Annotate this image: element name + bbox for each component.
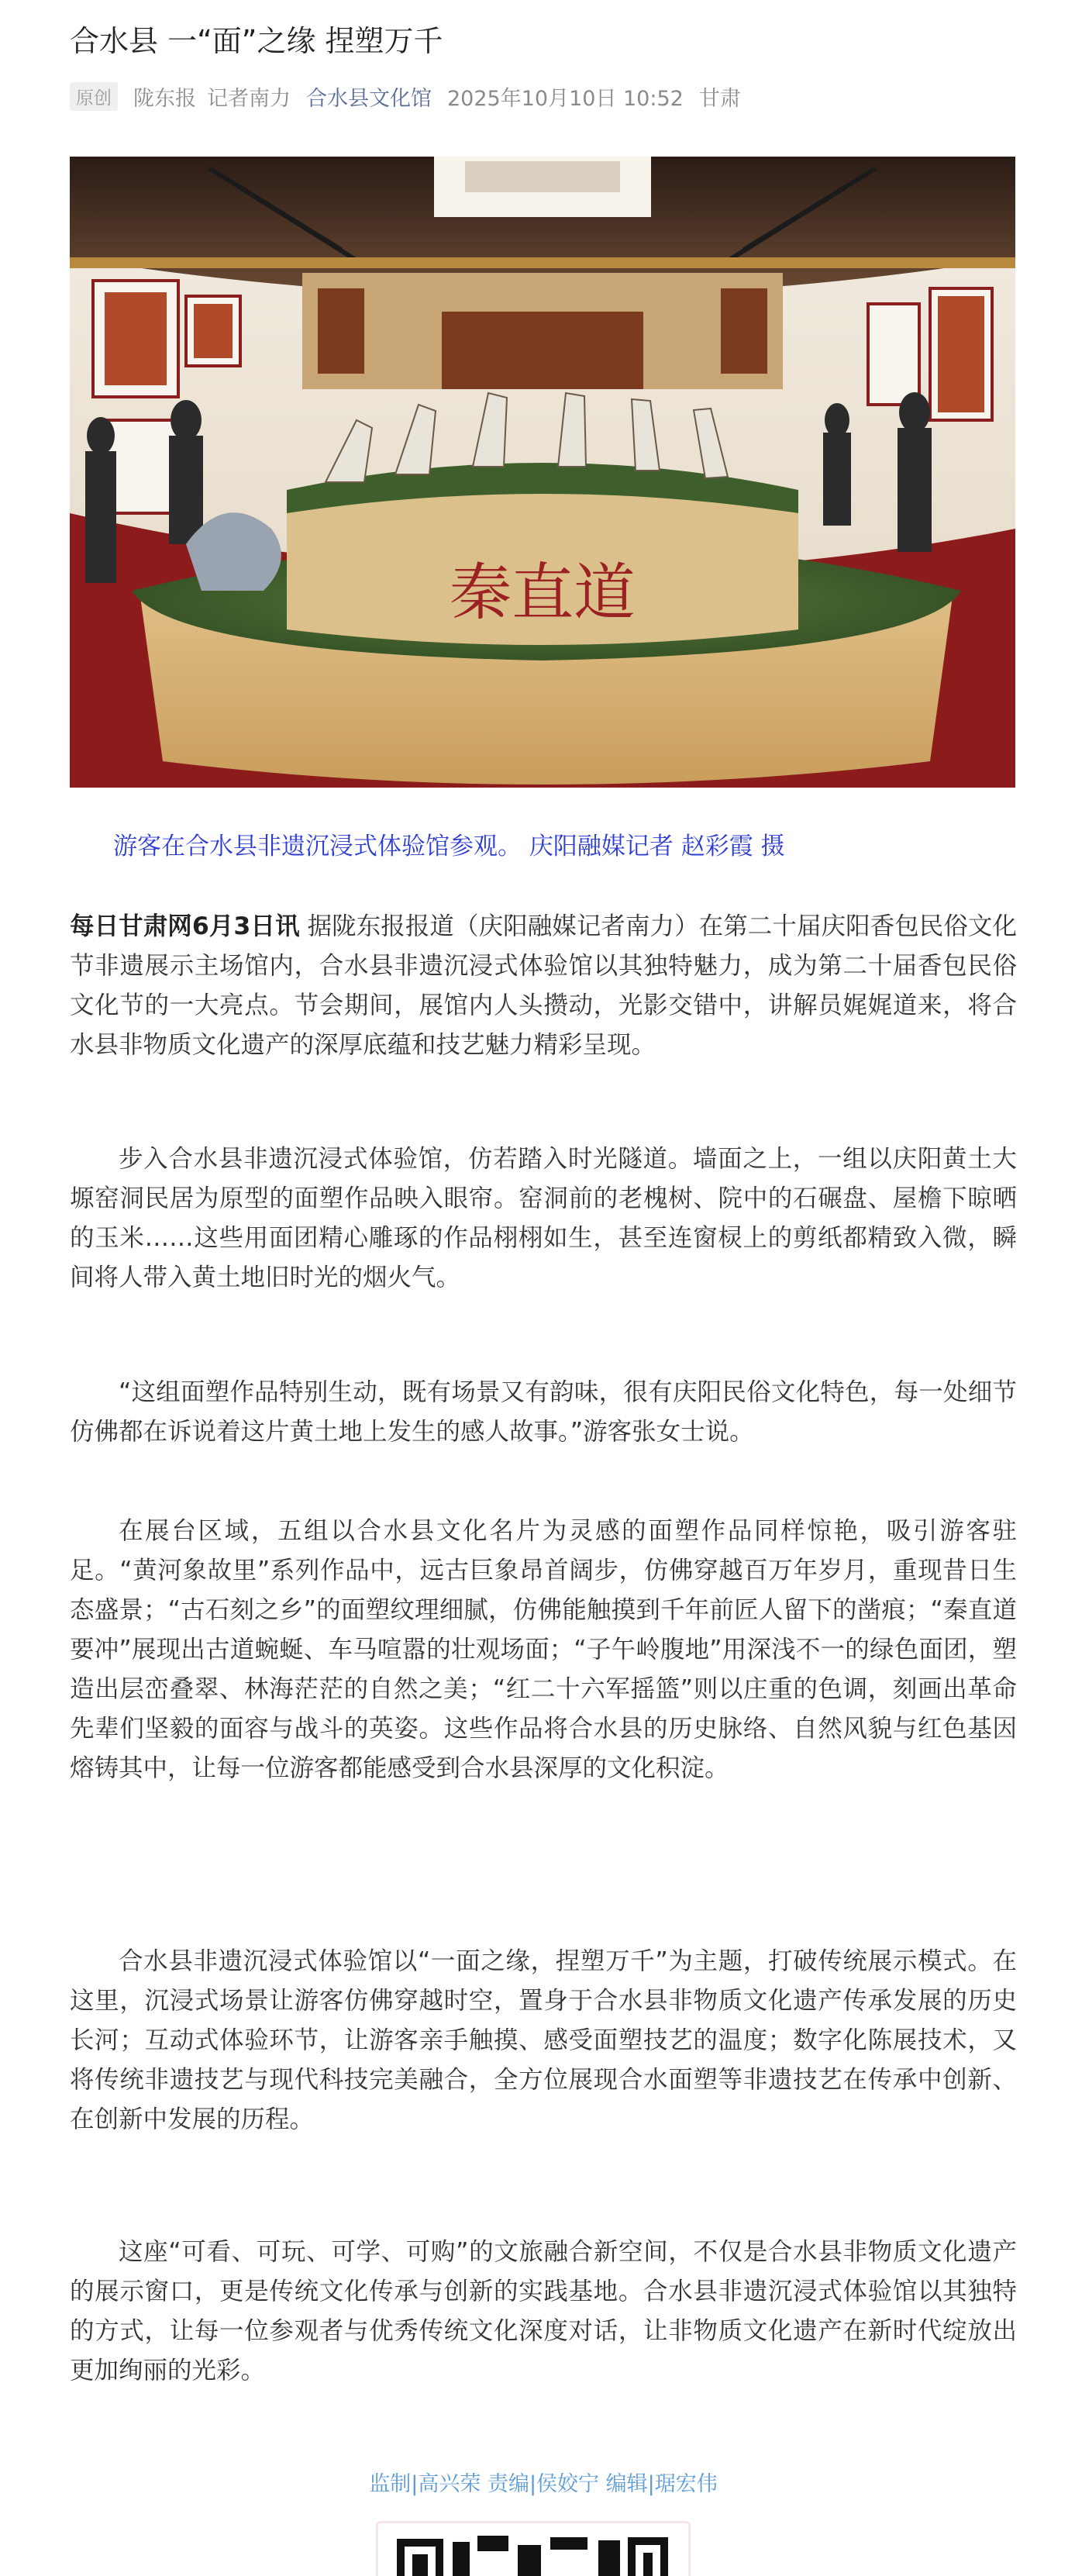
paragraph-1-text: 据陇东报报道（庆阳融媒记者南力）在第二十届庆阳香包民俗文化节非遗展示主场馆内，合水县非遗沉浸式体验馆以其独特魅力，成为第二十届香包民俗文化节的一大亮点。节会期间，展馆内人头攒动，光影交错中，讲解员娓娓道来，将合水县非物质文化遗产的深厚底蕴和技艺魅力精彩呈现。 — [70, 912, 1017, 1059]
exhibition-photo-drawing — [70, 157, 1015, 788]
qr-code-icon[interactable] — [376, 2521, 691, 2576]
dateline: 每日甘肃网6月3日讯 — [70, 912, 300, 940]
publish-location: 甘肃 — [698, 86, 741, 111]
account-link[interactable]: 合水县文化馆 — [306, 86, 432, 111]
original-badge: 原创 — [70, 82, 118, 111]
paragraph-6: 这座“可看、可玩、可学、可购”的文旅融合新空间，不仅是合水县非物质文化遗产的展示窗口，更是传统文化传承与创新的实践基地。合水县非遗沉浸式体验馆以其独特的方式，让每一位参观者与优秀传统文化深度对话，让非物质文化遗产在新时代绽放出更加绚丽的光彩。 — [70, 2238, 1017, 2385]
article-title: 合水县 一“面”之缘 捏塑万千 — [70, 24, 443, 58]
exhibition-photo[interactable] — [70, 157, 1015, 788]
paragraph-4: 在展台区域，五组以合水县文化名片为灵感的面塑作品同样惊艳，吸引游客驻足。“黄河象故里”系列作品中，远古巨象昂首阔步，仿佛穿越百万年岁月，重现昔日生态盛景；“古石刻之乡”的面塑纹理细腻，仿佛能触摸到千年前匠人留下的凿痕；“秦直道要冲”展现出古道蜿蜒、车马喧嚣的壮观场面；“子午岭腹地”用深浅不一的绿色面团，塑造出层峦叠翠、林海茫茫的自然之美；“红二十六军摇篮”则以庄重的色调，刻画出革命先辈们坚毅的面容与战斗的英姿。这些作品将合水县的历史脉络、自然风貌与红色基因熔铸其中，让每一位游客都能感受到合水县深厚的文化积淀。 — [70, 1517, 1017, 1782]
photo-caption: 游客在合水县非遗沉浸式体验馆参观。 庆阳融媒记者 赵彩霞 摄 — [113, 833, 785, 860]
qr-code-drawing — [378, 2523, 688, 2576]
editor-credits: 监制|高兴荣 责编|侯姣宁 编辑|琚宏伟 — [369, 2472, 718, 2496]
paragraph-5: 合水县非遗沉浸式体验馆以“一面之缘，捏塑万千”为主题，打破传统展示模式。在这里，沉浸式场景让游客仿佛穿越时空，置身于合水县非物质文化遗产传承发展的历史长河；互动式体验环节，让游客亲手触摸、感受面塑技艺的温度；数字化陈展技术，又将传统非遗技艺与现代科技完美融合，全方位展现合水面塑等非遗技艺在传承中创新、在创新中发展的历程。 — [70, 1947, 1017, 2133]
publish-time: 2025年10月10日 10:52 — [447, 86, 684, 111]
exhibit-sign-text: 秦直道 — [450, 557, 636, 629]
source-name: 陇东报 — [133, 86, 196, 111]
paragraph-2: 步入合水县非遗沉浸式体验馆，仿若踏入时光隧道。墙面之上，一组以庆阳黄土大塬窑洞民居为原型的面塑作品映入眼帘。窑洞前的老槐树、院中的石碾盘、屋檐下晾晒的玉米……这些用面团精心雕琢的作品栩栩如生，甚至连窗棂上的剪纸都精致入微，瞬间将人带入黄土地旧时光的烟火气。 — [70, 1145, 1017, 1291]
author-name: 记者南力 — [207, 86, 291, 111]
paragraph-1 — [70, 907, 1017, 1065]
article-meta — [70, 82, 741, 110]
paragraph-3: “这组面塑作品特别生动，既有场景又有韵味，很有庆阳民俗文化特色，每一处细节仿佛都在诉说着这片黄土地上发生的感人故事。”游客张女士说。 — [70, 1378, 1017, 1446]
